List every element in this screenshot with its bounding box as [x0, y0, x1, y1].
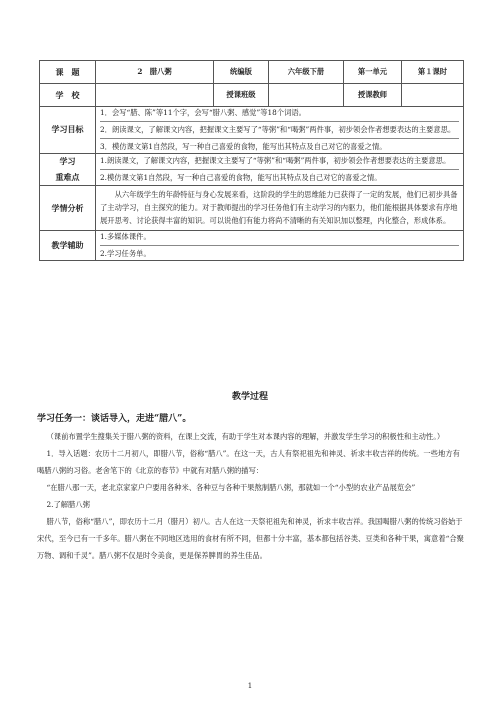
- teacher-label: 授课教师: [344, 84, 402, 107]
- row-analysis: [40, 186, 464, 231]
- keypoints-label: [40, 153, 96, 186]
- keypoints-label-line1: 学习: [59, 155, 76, 166]
- goals-label: 学习目标: [40, 107, 96, 154]
- goal-item: 2．朗读课文，了解课文内容，把握课文主要写了“等粥”和“喝粥”两件事，初步领会作者想要表达的主要意思。: [100, 121, 459, 136]
- teacher-value: [402, 84, 464, 107]
- row-course: [40, 61, 464, 84]
- unit: 第一单元: [344, 61, 402, 84]
- grade: 六年级下册: [269, 61, 344, 84]
- intro-paragraph: （课前布置学生搜集关于腊八粥的资料，在课上交流，有助于学生对本课内容的理解，并激发学生学习的积极性和主动性。）: [46, 432, 445, 441]
- edition: 统编版: [214, 61, 269, 84]
- process-title: 教学过程: [231, 392, 268, 402]
- aids-label: 教学辅助: [40, 231, 96, 261]
- aids-content: [96, 231, 464, 261]
- aid-item: 2.学习任务单。: [100, 245, 459, 260]
- analysis-text: 从六年级学生的年龄特征与身心发展来看，这阶段的学生的思维能力已获得了一定的发展，他们已初步具备了主动学习，自主探究的能力。对于教师提出的学习任务他们有主动学习的内驱力，他们能根据具体要求有序地展开思考、讨论获得丰富的知识。可以说他们有能力将尚不清晰的有关知识加以整理，内化整合，形成体系。: [100, 190, 458, 225]
- aid-item: 1.多媒体课件。: [100, 232, 151, 242]
- keypoints-label-line2: 重难点: [55, 172, 80, 183]
- row-keypoints: [40, 153, 464, 186]
- school-value: [96, 84, 214, 107]
- row-aids: [40, 231, 464, 261]
- row-goals: [40, 107, 464, 154]
- task1-heading: 学习任务一：谈话导入，走进“腊八”。: [37, 414, 192, 424]
- step2-heading: 2.了解腊八粥: [46, 500, 90, 509]
- goal-item: 1．会写“腊、陈”等11个字，会写“腊八粥、感觉”等18个词语。: [100, 108, 306, 117]
- analysis-label: 学情分析: [40, 186, 96, 231]
- course-value: 2 腊八粥: [96, 61, 214, 84]
- process-body: [37, 428, 465, 564]
- analysis-content: [96, 186, 464, 231]
- period: 第１课时: [402, 61, 464, 84]
- page-number: 1: [247, 682, 253, 690]
- row-school: [40, 84, 464, 107]
- course-label: 课 题: [40, 61, 96, 84]
- keypoint-item: 1.朗读课文，了解课文内容，把握课文主要写了“等粥”和“喝粥”两件事，初步领会作者想要表达的主要意思。: [100, 155, 451, 165]
- keypoint-item: 2.模仿课文第1自然段，写一种自己喜爱的食物，能写出其特点及自己对它的喜爱之情。: [100, 169, 459, 184]
- goals-content: [96, 107, 464, 154]
- goal-item: 3．模仿课文第1自然段，写一种自己喜爱的食物，能写出其特点及自己对它的喜爱之情。: [100, 138, 459, 153]
- class-label: 授课班级: [214, 84, 269, 107]
- school-label: 学 校: [40, 84, 96, 107]
- step2-paragraph: 腊八节，俗称“腊八”，即农历十二月（腊月）初八。古人在这一天祭祀祖先和神灵，祈求丰收吉祥。我国喝腊八粥的传统习俗始于宋代，至今已有一千多年。腊八粥在不同地区选用的食材有所不同，但都十分丰富，基本都包括谷类、豆类和各种干果，寓意着“合聚万物、调和千灵”。腊八粥不仅是时令美食，更是保养脾胃的养生佳品。: [37, 517, 464, 560]
- lesson-plan-table: [39, 60, 464, 261]
- step1-paragraph: 1．导入话题：农历十二月初八，即腊八节，俗称“腊八”。在这一天，古人有祭祀祖先和神灵、祈求丰收吉祥的传统。一些地方有喝腊八粥的习俗。老舍笔下的《北京的春节》中就有对腊八粥的描写：: [37, 449, 460, 475]
- class-value: [269, 84, 344, 107]
- keypoints-content: [96, 153, 464, 186]
- quote-paragraph: “在腊八那一天，老北京家家户户要用各种米、各种豆与各种干果熬制腊八粥，那就如一个“小型的农业产品展览会”: [46, 483, 416, 492]
